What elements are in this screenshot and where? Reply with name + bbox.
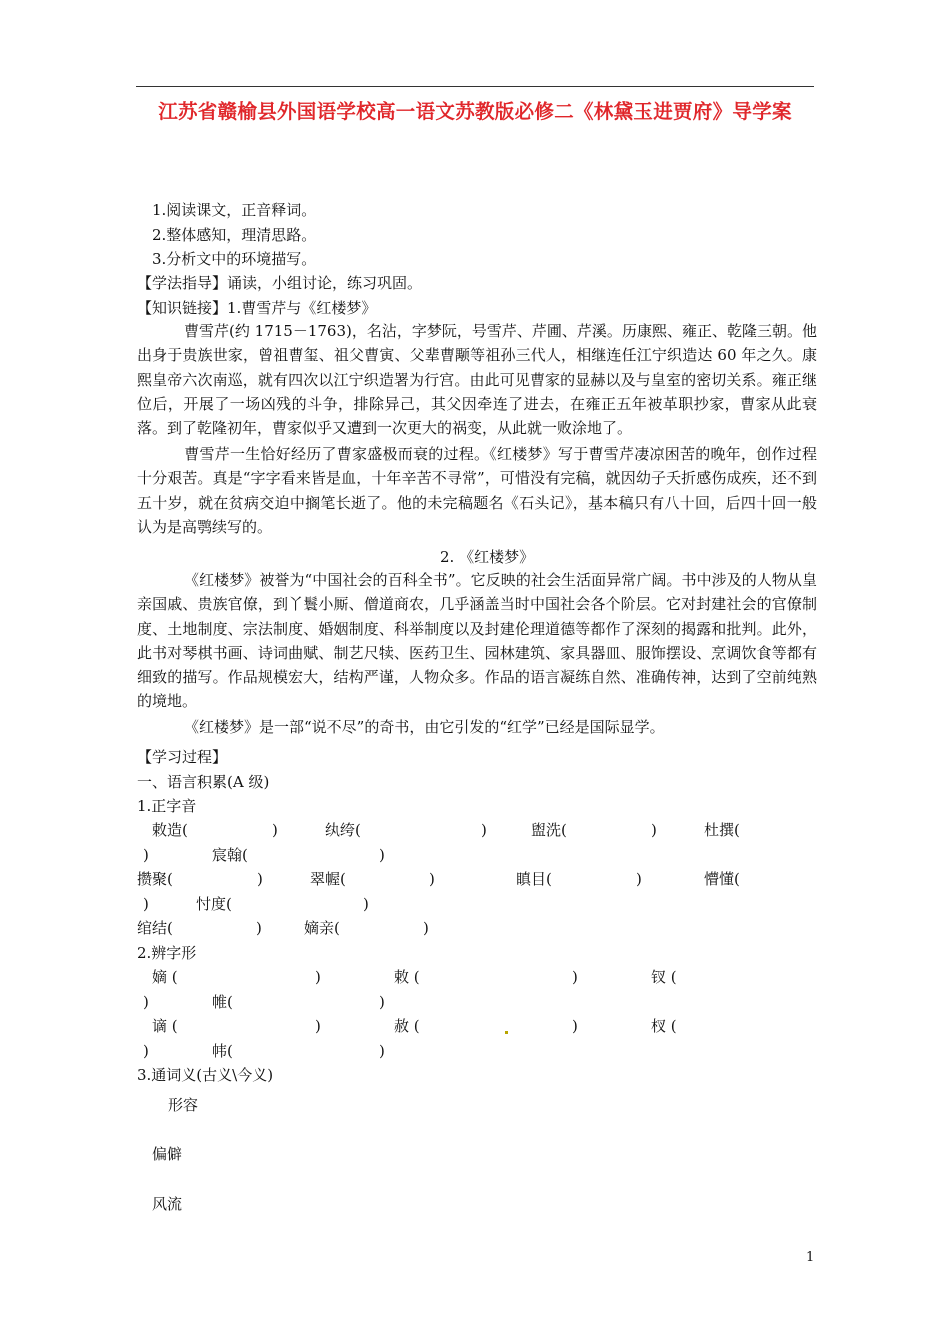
- stray-dot: [505, 1031, 508, 1034]
- pron-item: 绾结(: [137, 919, 173, 937]
- glyph-item: 钗 (: [651, 968, 677, 986]
- paragraph-hongxue: 《红楼梦》是一部“说不尽”的奇书，由它引发的“红学”已经是国际显学。: [184, 718, 665, 736]
- pron-item: 盥洗(: [531, 821, 567, 839]
- pron-item: 忖度(: [196, 895, 232, 913]
- pron-item: 翠幄(: [310, 870, 346, 888]
- glyph-item: 杈 (: [651, 1017, 677, 1035]
- process-label: 【学习过程】: [137, 748, 228, 766]
- paragraph-honglou: 《红楼梦》被誉为“中国社会的百科全书”。它反映的社会生活面异常广阔。书中涉及的人物从皇亲国戚、贵族官僚，到丫鬟小厮、僧道商农，几乎涵盖当时中国社会各个阶层。它对封建社会的官僚制度、土地制度、宗法制度、婚姻制度、科举制度以及封建伦理道德等都作了深刻的揭露和批判。此外，此书对琴棋书画、诗词曲赋、制艺尺犊、医药卫生、园林建筑、家具器皿、服饰摆设、烹调饮食等都有细致的描写。作品规模宏大，结构严谨，人物众多。作品的语言凝练自然、准确传神，达到了空前纯熟的境地。: [137, 571, 817, 711]
- section-language: 一、语言积累(A 级): [137, 773, 270, 791]
- pron-item: 敕造(: [152, 821, 188, 839]
- page-number: 1: [806, 1250, 815, 1265]
- method-text: 诵读，小组讨论，练习巩固。: [227, 274, 423, 292]
- glyph-item: 谪 (: [152, 1017, 178, 1035]
- objective-3: 3.分析文中的环境描写。: [152, 250, 317, 268]
- meaning-item: 形容: [168, 1096, 199, 1114]
- method-label: 【学法指导】: [137, 274, 228, 292]
- meaning-item: 风流: [152, 1195, 183, 1213]
- paragraph-life: 曹雪芹一生恰好经历了曹家盛极而衰的过程。《红楼梦》写于曹雪芹凄凉困苦的晚年，创作过程十分艰苦。真是“字字看来皆是血，十年辛苦不寻常”，可惜没有完稿，就因幼子夭折感伤成疾，还不到五十岁，就在贫病交迫中搁笔长逝了。他的未完稿题名《石头记》，基本稿只有八十回，后四十回一般认为是高鹗续写的。: [137, 445, 817, 536]
- meaning-item: 偏僻: [152, 1145, 183, 1163]
- objective-1: 1.阅读课文，正音释词。: [152, 201, 317, 219]
- pron-item: 攒聚(: [137, 870, 173, 888]
- question-pronunciation: 1.正字音: [137, 797, 197, 815]
- pron-item: 杜撰(: [704, 821, 740, 839]
- pron-item: 嫡亲(: [304, 919, 340, 937]
- glyph-item: 赦 (: [394, 1017, 420, 1035]
- question-glyph: 2.辨字形: [137, 944, 197, 962]
- paragraph-cao-xueqin: 曹雪芹(约 1715－1763)，名沾，字梦阮，号雪芹、芹圃、芹溪。历康熙、雍正、乾隆三朝。他出身于贵族世家，曾祖曹玺、祖父曹寅、父辈曹颙等祖孙三代人，相继连任江宁织造达 60 年之久。康熙皇帝六次南巡，就有四次以江宁织造署为行宫。由此可见曹家的显赫以及与皇室的密切关系。雍正继位后，开展了一场凶残的斗争，排除异己，其父因牵连了进去，在雍正五年被革职抄家，曹家从此衰落。到了乾隆初年，曹家似乎又遭到一次更大的祸变，从此就一败涂地了。: [137, 322, 817, 438]
- glyph-item: 帏(: [212, 1042, 233, 1060]
- glyph-item: 嫡 (: [152, 968, 178, 986]
- pron-item: 瞋目(: [516, 870, 552, 888]
- header-rule: [136, 86, 814, 87]
- knowledge-heading-1: 1.曹雪芹与《红楼梦》: [227, 299, 377, 317]
- knowledge-heading-2: 2. 《红楼梦》: [440, 548, 535, 566]
- glyph-item: 帷(: [212, 993, 233, 1011]
- pron-item: 宸翰(: [212, 846, 248, 864]
- objective-2: 2.整体感知，理清思路。: [152, 226, 317, 244]
- pron-item: 纨绔(: [325, 821, 361, 839]
- glyph-item: 敕 (: [394, 968, 420, 986]
- question-meaning: 3.通词义(古义\今义): [137, 1066, 274, 1084]
- pron-item: 懵懂(: [704, 870, 740, 888]
- knowledge-line: [137, 299, 376, 317]
- document-title: 江苏省赣榆县外国语学校高一语文苏教版必修二《林黛玉进贾府》导学案: [158, 100, 792, 123]
- knowledge-label: 【知识链接】: [137, 299, 228, 317]
- method-line: [137, 274, 422, 292]
